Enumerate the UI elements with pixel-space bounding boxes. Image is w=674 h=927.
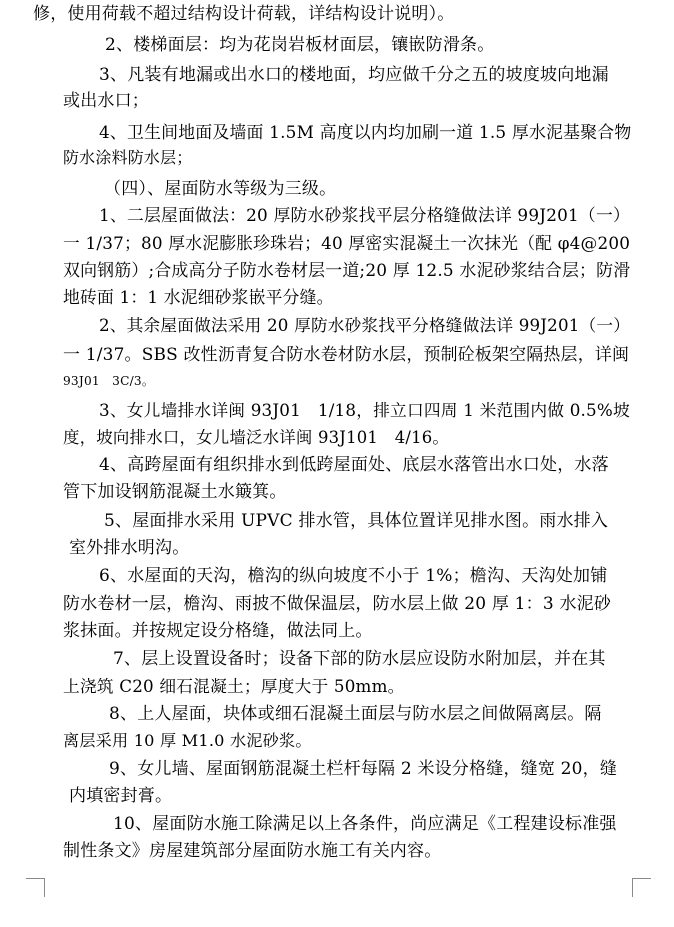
text-line: 6、水屋面的天沟，檐沟的纵向坡度不小于 1%；檐沟、天沟处加铺	[99, 566, 608, 586]
text-line: 双向钢筋）;合成高分子防水卷材层一道;20 厚 12.5 水泥砂浆结合层；防滑	[63, 260, 631, 280]
text-line: 10、屋面防水施工除满足以上各条件，尚应满足《工程建设标准强	[113, 814, 617, 834]
text-line: 2、其余屋面做法采用 20 厚防水砂浆找平分格缝做法详 99J201（一）	[99, 316, 631, 335]
text-line: 5、屋面排水采用 UPVC 排水管，具体位置详见排水图。雨水排入	[104, 511, 609, 531]
text-line: 4、高跨屋面有组织排水到低跨屋面处、底层水落管出水口处，水落	[99, 455, 609, 475]
text-line: 一 1/37；80 厚水泥膨胀珍珠岩；40 厚密实混凝土一次抹光（配 φ4@200	[63, 233, 631, 253]
text-line: 93J01 3C/3。	[63, 374, 155, 388]
text-line: 或出水口；	[63, 91, 149, 111]
text-line: （四）、屋面防水等级为三级。	[104, 179, 337, 199]
text-line: 2、楼梯面层：均为花岗岩板材面层，镶嵌防滑条。	[105, 35, 495, 55]
text-line: 1、二层屋面做法：20 厚防水砂浆找平层分格缝做法详 99J201（一）	[99, 205, 630, 225]
left-page-corner-mark	[26, 878, 45, 897]
text-line: 内填密封膏。	[69, 786, 173, 806]
text-line: 防水涂料防水层；	[63, 148, 193, 167]
right-page-corner-mark	[632, 878, 651, 897]
text-line: 度，坡向排水口，女儿墙泛水详闽 93J101 4/16。	[63, 428, 450, 447]
text-line: 室外排水明沟。	[69, 538, 190, 558]
text-line: 地砖面 1：1 水泥细砂浆嵌平分缝。	[63, 287, 334, 307]
text-line: 修，使用荷载不超过结构设计荷载，详结构设计说明）。	[33, 4, 455, 24]
text-line: 7、层上设置设备时；设备下部的防水层应设防水附加层，并在其	[113, 649, 606, 669]
text-line: 3、凡装有地漏或出水口的楼地面，均应做千分之五的坡度坡向地漏	[99, 65, 609, 85]
text-line: 制性条文》房屋建筑部分屋面防水施工有关内容。	[63, 841, 442, 861]
text-line: 离层采用 10 厚 M1.0 水泥砂浆。	[63, 731, 312, 750]
text-line: 防水卷材一层，檐沟、雨披不做保温层，防水层上做 20 厚 1：3 水泥砂	[63, 594, 612, 614]
text-line: 4、卫生间地面及墙面 1.5M 高度以内均加刷一道 1.5 厚水泥基聚合物	[99, 122, 632, 142]
text-line: 管下加设钢筋混凝土水簸箕。	[63, 482, 287, 502]
text-line: 3、女儿墙排水详闽 93J01 1/18，排立口四周 1 米范围内做 0.5%坡	[99, 400, 630, 420]
text-line: 上浇筑 C20 细石混凝土；厚度大于 50mm。	[63, 676, 405, 696]
text-line: 9、女儿墙、屋面钢筋混凝土栏杆每隔 2 米设分格缝，缝宽 20，缝	[109, 759, 618, 779]
text-line: 浆抹面。并按规定设分格缝，做法同上。	[63, 621, 373, 641]
text-line: 8、上人屋面，块体或细石混凝土面层与防水层之间做隔离层。隔	[109, 704, 602, 724]
text-line: 一 1/37。SBS 改性沥青复合防水卷材防水层，预制砼板架空隔热层，详闽	[63, 344, 630, 364]
